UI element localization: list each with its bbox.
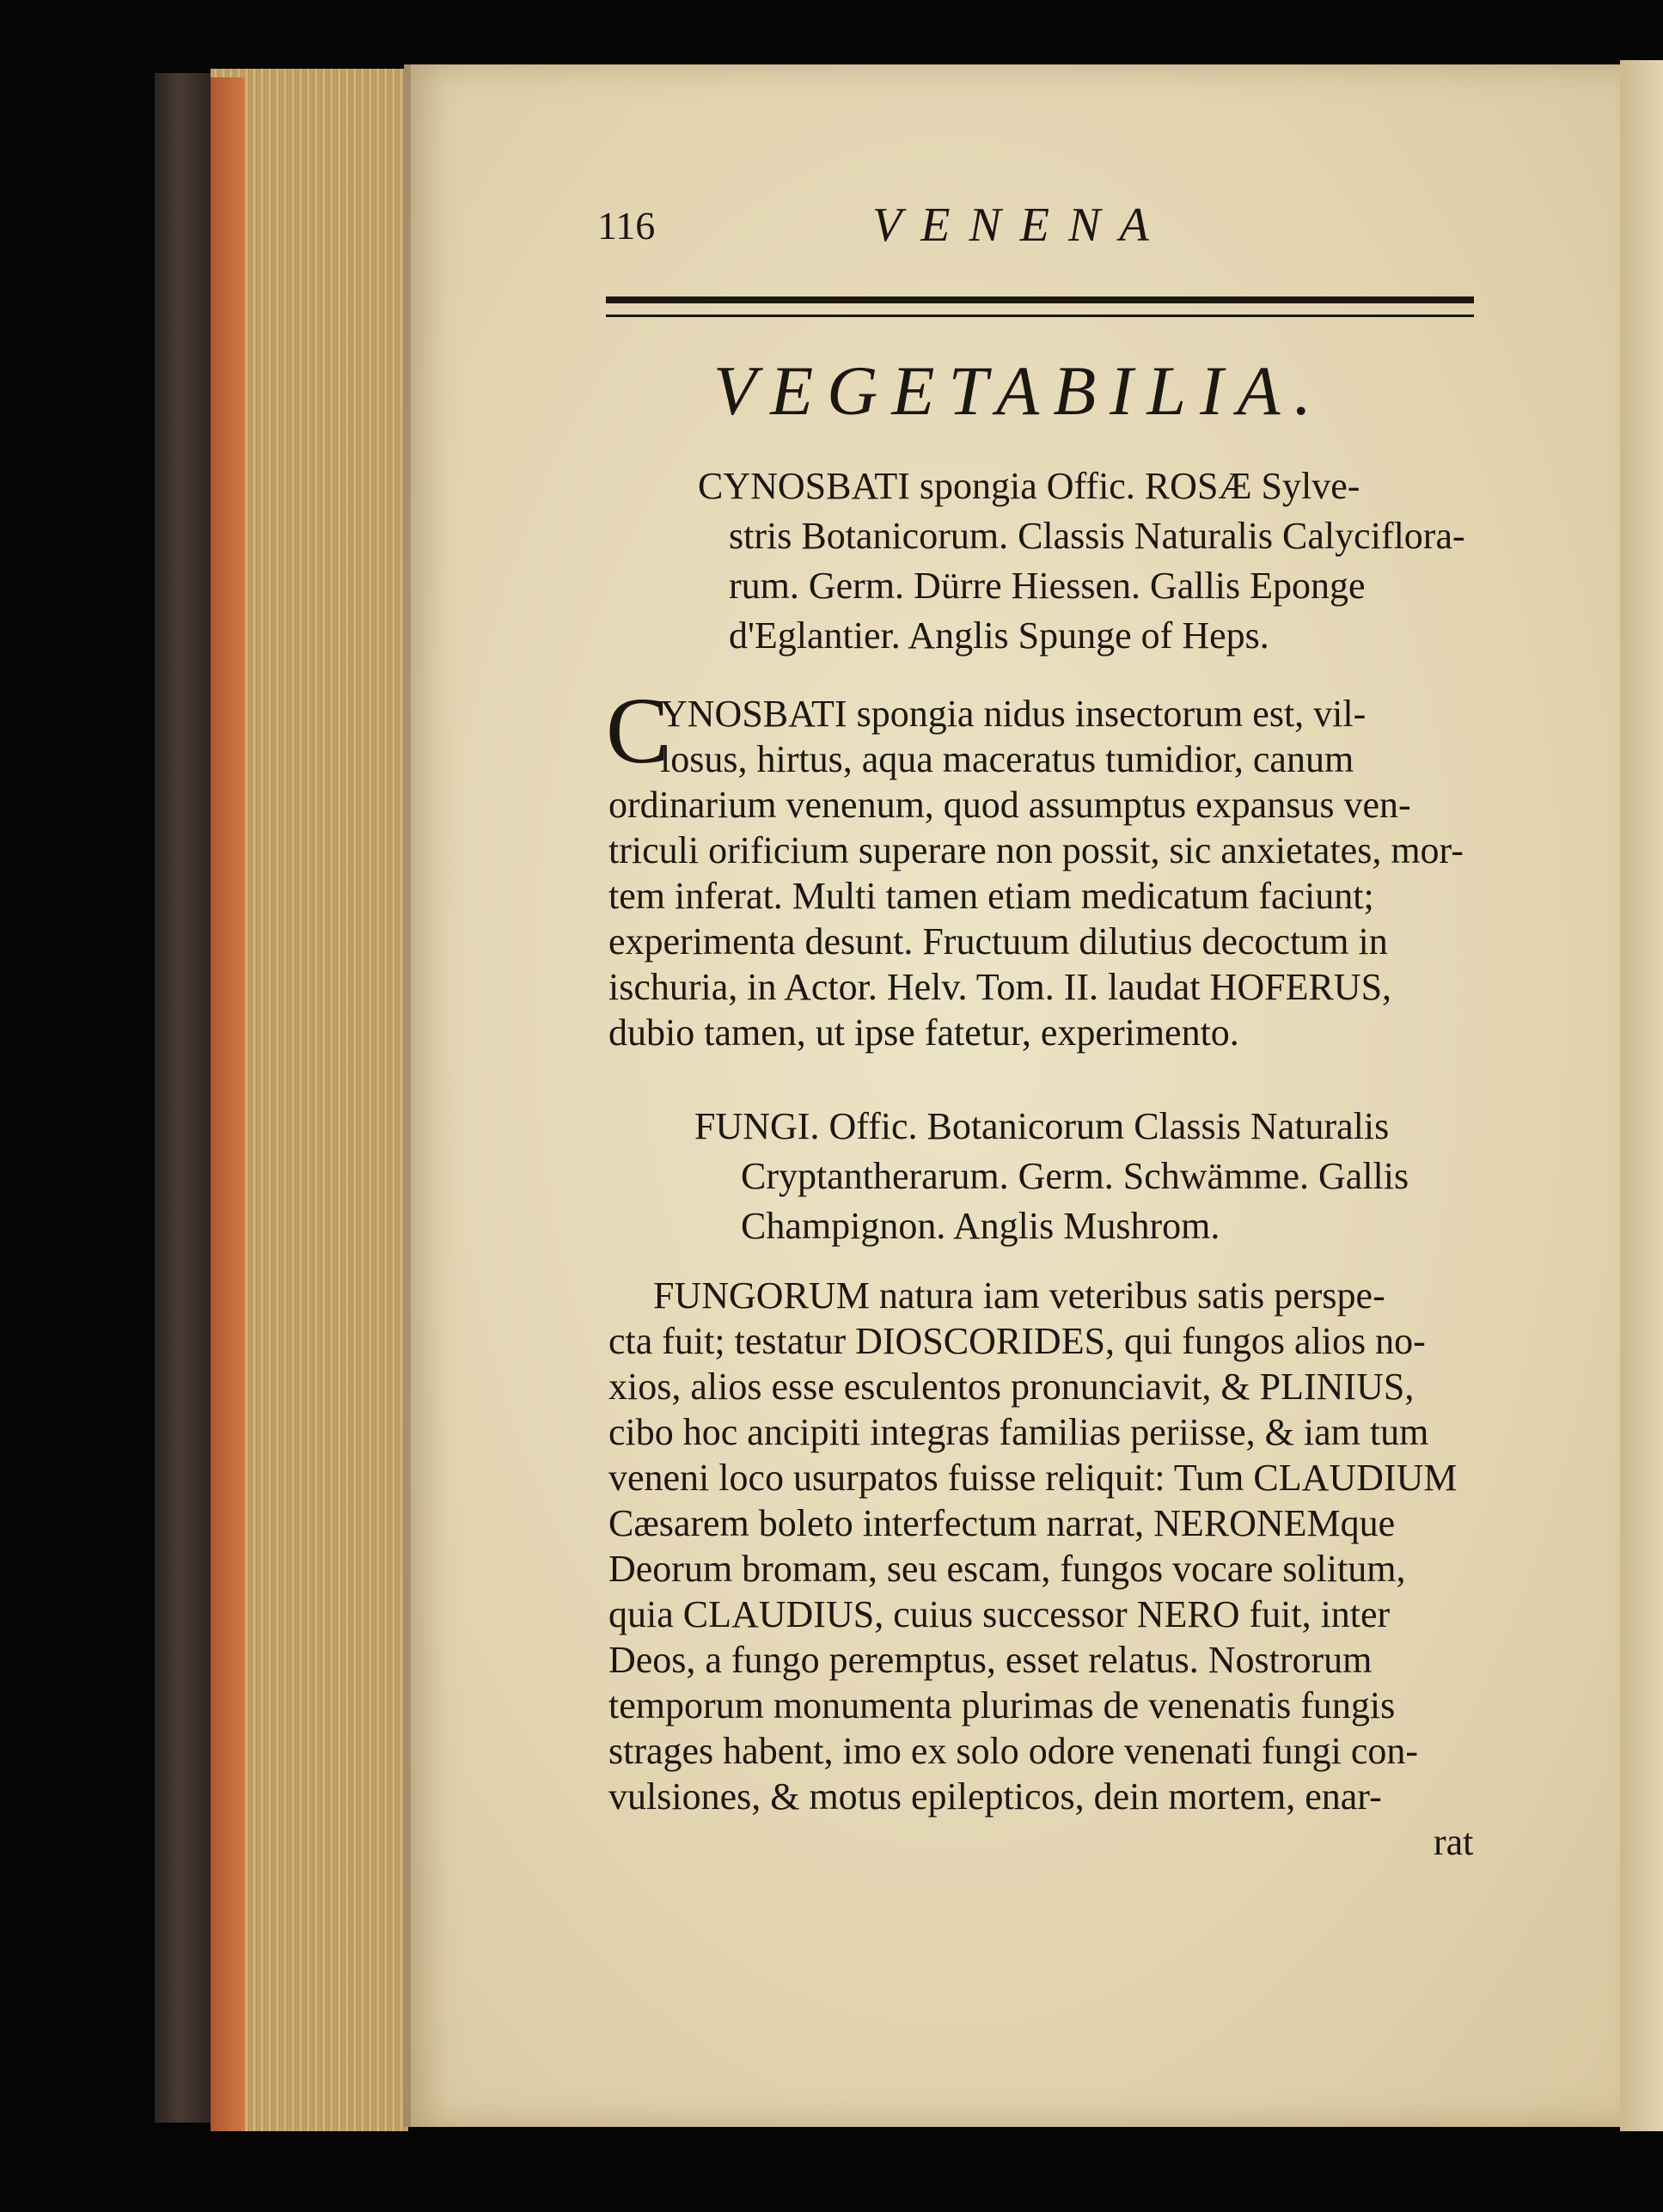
cynosbati-entry-line-4: d'Eglantier. Anglis Spunge of Heps. [729,614,1269,657]
cynosbati-text-line-6: experimenta desunt. Fructuum dilutius decoctum in [608,920,1388,962]
cynosbati-text-line-2: losus, hirtus, aqua maceratus tumidior, canum [660,738,1354,780]
red-page-edge [211,77,245,2131]
section-title: VEGETABILIA. [713,351,1325,430]
fungi-entry-line-2: Cryptantherarum. Germ. Schwämme. Gallis [741,1155,1409,1197]
running-head-title: VENENA [872,199,1168,252]
cynosbati-entry-line-3: rum. Germ. Dürre Hiessen. Gallis Eponge [729,565,1366,607]
fungorum-text-line-5: veneni loco usurpatos fuisse reliquit: Tum CLAUDIUM [608,1457,1458,1499]
fungorum-text-line-9: Deos, a fungo peremptus, esset relatus. Nostrorum [608,1639,1373,1681]
gutter-shadow [404,64,411,2127]
cynosbati-entry-line-2: stris Botanicorum. Classis Naturalis Calyciflora- [729,515,1465,557]
drop-cap: C [606,678,669,783]
book-cover-edge [155,73,215,2123]
fungorum-text-line-4: cibo hoc ancipiti integras familias periisse, & iam tum [608,1411,1429,1453]
fungorum-text-line-10: temporum monumenta plurimas de venenatis fungis [608,1684,1396,1726]
fungorum-text-line-8: quia CLAUDIUS, cuius successor NERO fuit, inter [608,1593,1391,1635]
fungi-entry-line-3: Champignon. Anglis Mushrom. [741,1205,1220,1247]
facing-page-edge [1620,60,1663,2131]
cynosbati-text-line-7: ischuria, in Actor. Helv. Tom. II. laudat HOFERUS, [608,966,1392,1008]
fungorum-text-line-7: Deorum bromam, seu escam, fungos vocare solitum, [608,1548,1406,1590]
fungorum-text-line-3: xios, alios esse esculentos pronunciavit, & PLINIUS, [608,1366,1415,1408]
fungorum-text-line-2: cta fuit; testatur DIOSCORIDES, qui fungos alios no- [608,1320,1426,1362]
fungorum-text-line-6: Cæsarem boleto interfectum narrat, NERONEMque [608,1502,1396,1544]
page-number: 116 [597,204,656,247]
cynosbati-entry-line-1: CYNOSBATI spongia Offic. ROSÆ Sylve- [698,465,1360,507]
fungorum-text-line-12: vulsiones, & motus epilepticos, dein mortem, enar- [608,1775,1382,1818]
fungi-entry-line-1: FUNGI. Offic. Botanicorum Classis Naturalis [694,1105,1390,1147]
catchword: rat [1434,1821,1474,1863]
header-rule [606,296,1474,317]
cynosbati-text-line-5: tem inferat. Multi tamen etiam medicatum faciunt; [608,875,1374,917]
cynosbati-text-line-3: ordinarium venenum, quod assumptus expansus ven- [608,784,1411,826]
cynosbati-text-line-1: YNOSBATI spongia nidus insectorum est, vil- [660,693,1366,735]
fungorum-text-line-1: FUNGORUM natura iam veteribus satis perspe- [653,1274,1385,1317]
cynosbati-text-line-8: dubio tamen, ut ipse fatetur, experimento. [608,1011,1239,1054]
cynosbati-text-line-4: triculi orificium superare non possit, sic anxietates, mor- [608,829,1464,871]
fungorum-text-line-11: strages habent, imo ex solo odore venenati fungi con- [608,1730,1419,1772]
